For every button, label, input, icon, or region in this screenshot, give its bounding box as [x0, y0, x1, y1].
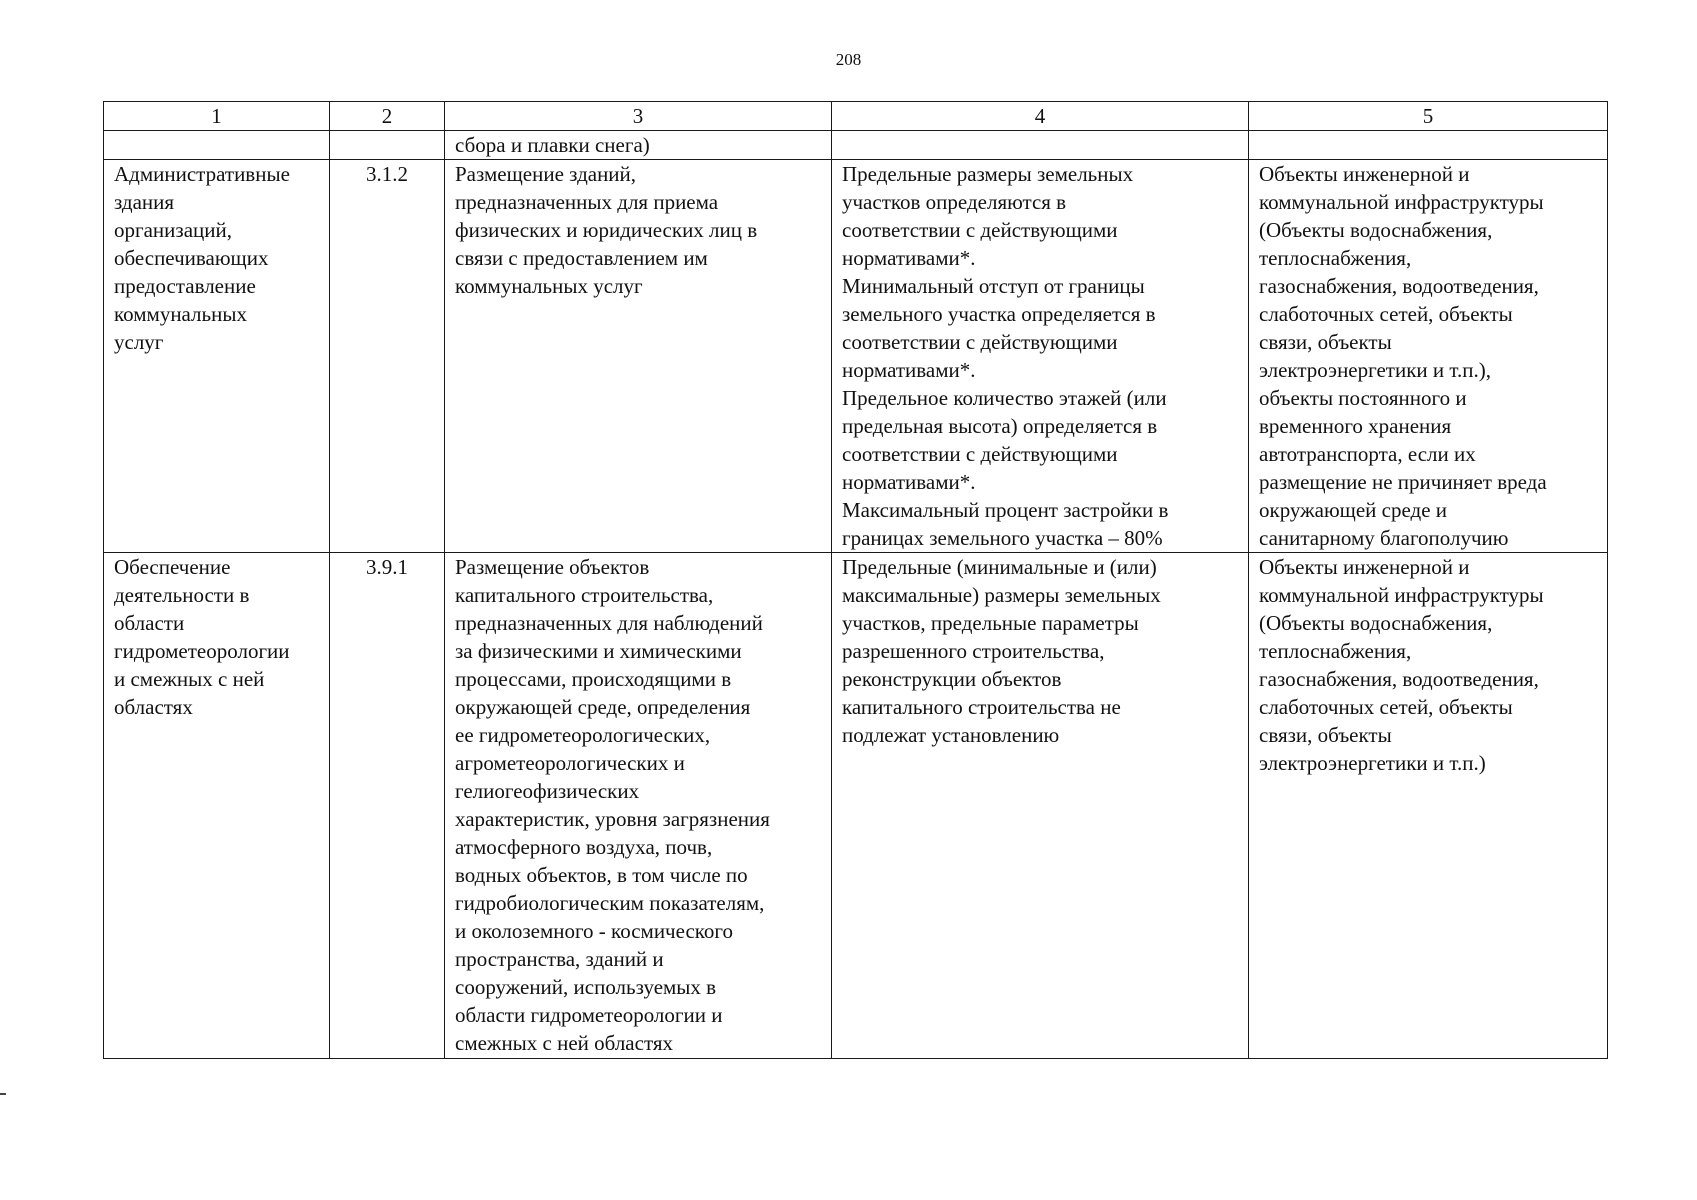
column-header: 3: [445, 102, 832, 131]
table-header-row: [104, 102, 1608, 131]
table-row-continuation: [104, 131, 1608, 160]
use-name-cell: Административные здания организаций, обеспечивающих предоставление коммунальных услуг: [104, 160, 330, 553]
column-header: 4: [832, 102, 1249, 131]
land-use-table: [103, 101, 1608, 1059]
use-description-cell: Размещение зданий, предназначенных для приема физических и юридических лиц в связи с предоставлением им коммунальных услуг: [445, 160, 832, 553]
table-cell: [1249, 131, 1608, 160]
auxiliary-uses-cell: Объекты инженерной и коммунальной инфраструктуры (Объекты водоснабжения, теплоснабжения, газоснабжения, водоотведения, слаботочных сетей, объекты связи, объекты электроэнергетики и т.п.): [1249, 553, 1608, 1059]
column-header: 5: [1249, 102, 1608, 131]
page-number: 208: [835, 50, 862, 69]
use-name-cell: Обеспечение деятельности в области гидрометеорологии и смежных с ней областях: [104, 553, 330, 1059]
column-header: 2: [330, 102, 445, 131]
use-code-cell: 3.1.2: [330, 160, 445, 553]
table-row: [104, 160, 1608, 553]
table-cell: сбора и плавки снега): [445, 131, 832, 160]
table-cell: [330, 131, 445, 160]
parameters-cell: Предельные (минимальные и (или) максимальные) размеры земельных участков, предельные параметры разрешенного строительства, реконструкции объектов капитального строительства не подлежат установлению: [832, 553, 1249, 1059]
use-code-cell: 3.9.1: [330, 553, 445, 1059]
auxiliary-uses-cell: Объекты инженерной и коммунальной инфраструктуры (Объекты водоснабжения, теплоснабжения, газоснабжения, водоотведения, слаботочных сетей, объекты связи, объекты электроэнергетики и т.п.), объекты постоянного и временного хранения автотранспорта, если их размещение не причиняет вреда окружающей среде и санитарному благополучию: [1249, 160, 1608, 553]
parameters-cell: Предельные размеры земельных участков определяются в соответствии с действующими нормативами*. Минимальный отступ от границы земельного участка определяется в соответствии с действующими нормативами*. Предельное количество этажей (или предельная высота) определяется в соответствии с действующими нормативами*. Максимальный процент застройки в границах земельного участка – 80%: [832, 160, 1249, 553]
use-description-cell: Размещение объектов капитального строительства, предназначенных для наблюдений за физическими и химическими процессами, происходящими в окружающей среде, определения ее гидрометеорологических, агрометеорологических и гелиогеофизических характеристик, уровня загрязнения атмосферного воздуха, почв, водных объектов, в том числе по гидробиологическим показателям, и околоземного - космического пространства, зданий и сооружений, используемых в области гидрометеорологии и смежных с ней областях: [445, 553, 832, 1059]
table-cell: [104, 131, 330, 160]
table-row: [104, 553, 1608, 1059]
column-header: 1: [104, 102, 330, 131]
margin-mark: [0, 1093, 6, 1095]
table-cell: [832, 131, 1249, 160]
